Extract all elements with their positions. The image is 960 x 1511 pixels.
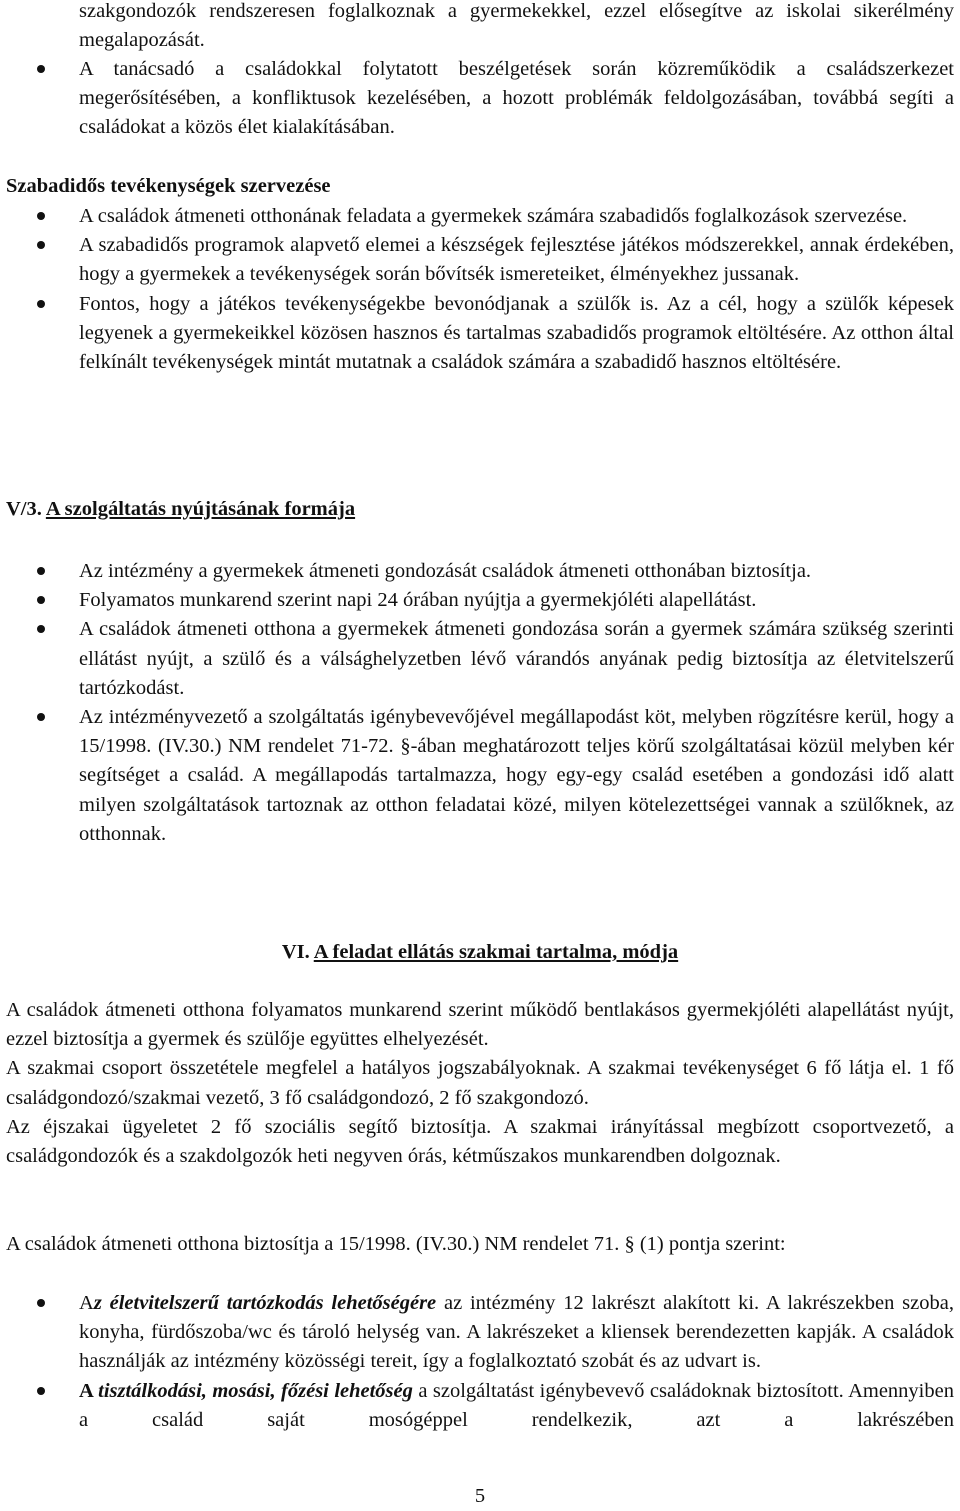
bullet-lead: A [79,1292,94,1314]
section-number: V/3. [6,498,42,520]
list-item: A családok átmeneti otthona a gyermekek átmeneti gondozása során a gyermek számára szükség szerinti ellátást nyújt, a szülő és a válsághelyzetben lévő várandós anyának pedig biztosítja az életvitelszerű tartózkodást. [0,615,960,703]
section-v3-bullet-list [0,557,960,849]
section-title: A szolgáltatás nyújtásának formája [45,498,356,520]
list-item: A szabadidős programok alapvető elemei a készségek fejlesztése játékos módszerekkel, annak érdekében, hogy a gyermekek a tevékenységek során bővítsék ismereteiket, élményekhez jussanak. [0,231,960,289]
section-vi-body [6,996,954,1171]
section-vi-heading [0,938,960,967]
top-bullet-list [0,55,960,143]
paragraph: A családok átmeneti otthona biztosítja a 15/1998. (IV.30.) NM rendelet 71. § (1) pontja szerint: [6,1233,786,1255]
bullet-text: a szolgáltatást igénybevevő családoknak biztosított. Amennyiben a család saját mosógéppel rendelkezik, azt a lakrészében [79,1379,954,1431]
page-number: 5 [474,1485,486,1507]
section-vi-bullet-list [0,1289,960,1435]
paragraph: A családok átmeneti otthona folyamatos munkarend szerint működő bentlakásos gyermekjóléti alapellátást nyújt, ezzel biztosítja a gyermek és szülője együttes elhelyezését. [6,999,954,1051]
list-item: A családok átmeneti otthonának feladata a gyermekek számára szabadidős foglalkozások szervezése. [0,202,960,231]
list-item [0,1377,960,1435]
leisure-bullet-list [0,202,960,377]
bullet-lead-emphasis: z életvitelszerű tartózkodás lehetőségére [93,1292,437,1314]
list-item [0,1289,960,1377]
leisure-heading: Szabadidős tevékenységek szervezése [6,175,331,197]
section-v3-heading [6,495,355,524]
top-continuation-text: szakgondozók rendszeresen foglalkoznak a gyermekekkel, ezzel elősegítve az iskolai sikerélmény megalapozását. [79,0,954,52]
paragraph: Az éjszakai ügyeletet 2 fő szociális segítő biztosítja. A szakmai irányítással megbízott csoportvezető, a családgondozók és a szakdolgozók heti negyven órás, kétműszakos munkarendben dolgoznak. [6,1115,954,1168]
section-number: VI. [281,941,310,963]
list-item: Folyamatos munkarend szerint napi 24 órában nyújtja a gyermekjóléti alapellátást. [0,586,960,615]
bullet-lead-emphasis: tisztálkodási, mosási, főzési lehetőség [98,1379,413,1402]
paragraph: A szakmai csoport összetétele megfelel a hatályos jogszabályoknak. A szakmai tevékenységet 6 fő látja el. 1 fő családgondozó/szakmai vezető, 3 fő családgondozó, 2 fő szakgondozó. [6,1057,954,1109]
bullet-text: az intézmény 12 lakrészt alakított ki. A lakrészekben szoba, konyha, fürdőszoba/wc és tároló helység van. A lakrészeket a kliensek berendezetten kapják. A családok használják az intézmény közösségi tereit, így a foglalkoztató szobát és az udvart is. [79,1292,954,1373]
list-item: A tanácsadó a családokkal folytatott beszélgetések során közreműködik a családszerkezet megerősítésében, a konfliktusok kezelésében, a hozott problémák feldolgozásában, továbbá segíti a családokat a közös élet kialakításában. [0,55,960,143]
list-item: Fontos, hogy a játékos tevékenységekbe bevonódjanak a szülők is. Az a cél, hogy a szülők képesek legyenek a gyermekeikkel közösen hasznos és tartalmas szabadidős programok eltöltésére. Az otthon által felkínált tevékenységek mintát mutatnak a családok számára a szabadidő hasznos eltöltésére. [0,290,960,378]
list-item: Az intézmény a gyermekek átmeneti gondozását családok átmeneti otthonában biztosítja. [0,557,960,586]
bullet-lead: A [79,1379,99,1402]
list-item: Az intézményvezető a szolgáltatás igénybevevőjével megállapodást köt, melyben rögzítésre kerül, hogy a 15/1998. (IV.30.) NM rendelet 71-72. §-ában meghatározott teljes körű szolgáltatásai közül melyben kér segítséget a család. A megállapodás tartalmazza, hogy egy-egy család esetében a gondozási idő alatt milyen szolgáltatások tartoznak az otthon feladatai közé, milyen kötelezettségei vannak a szülőknek, az otthonnak. [0,703,960,849]
section-title: A feladat ellátás szakmai tartalma, módja [313,941,679,963]
